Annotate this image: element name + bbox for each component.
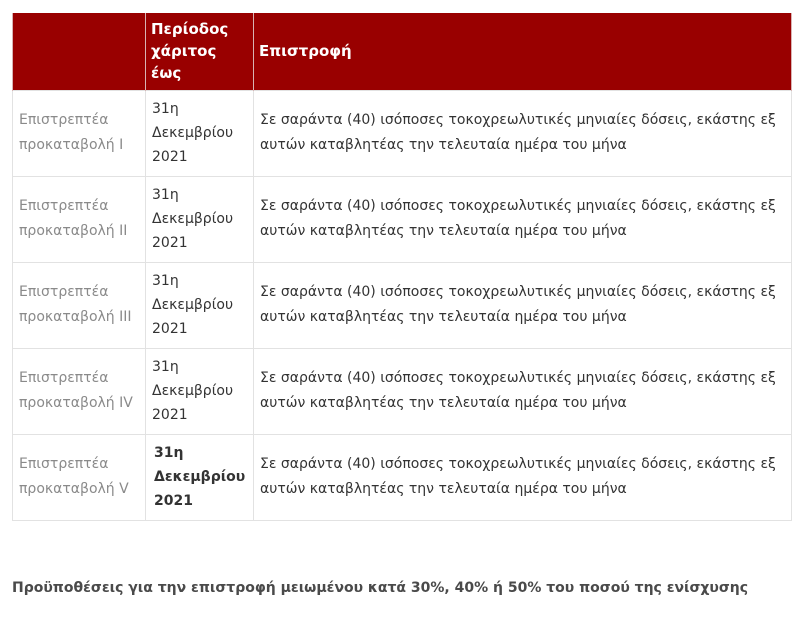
- repayment-table-container: [12, 13, 791, 521]
- row-grace-date: 31η Δεκεμβρίου 2021: [146, 348, 254, 434]
- row-repayment: Σε σαράντα (40) ισόποσες τοκοχρεωλυτικές μηνιαίες δόσεις, εκάστης εξ αυτών καταβλητέας την τελευταία ημέρα του μήνα: [254, 176, 792, 262]
- table-row: [13, 90, 792, 176]
- row-repayment: Σε σαράντα (40) ισόποσες τοκοχρεωλυτικές μηνιαίες δόσεις, εκάστης εξ αυτών καταβλητέας την τελευταία ημέρα του μήνα: [254, 348, 792, 434]
- table-row: [13, 434, 792, 520]
- table-header-row: [13, 13, 792, 90]
- header-category: [13, 13, 146, 90]
- header-grace-period: Περίοδος χάριτος έως: [146, 13, 254, 90]
- table-row: [13, 262, 792, 348]
- row-category: Επιστρεπτέα προκαταβολή ΙΙ: [13, 176, 146, 262]
- table-row: [13, 176, 792, 262]
- table-row: [13, 348, 792, 434]
- repayment-schedule-table: [12, 13, 792, 521]
- row-grace-date: 31η Δεκεμβρίου 2021: [146, 90, 254, 176]
- row-category: Επιστρεπτέα προκαταβολή IV: [13, 348, 146, 434]
- row-grace-date: 31η Δεκεμβρίου 2021: [146, 262, 254, 348]
- row-category: Επιστρεπτέα προκαταβολή ΙΙΙ: [13, 262, 146, 348]
- row-category: Επιστρεπτέα προκαταβολή V: [13, 434, 146, 520]
- row-grace-date: 31η Δεκεμβρίου 2021: [146, 434, 254, 520]
- conditions-heading: Προϋποθέσεις για την επιστροφή μειωμένου κατά 30%, 40% ή 50% του ποσού της ενίσχυσης: [12, 580, 749, 596]
- row-repayment: Σε σαράντα (40) ισόποσες τοκοχρεωλυτικές μηνιαίες δόσεις, εκάστης εξ αυτών καταβλητέας την τελευταία ημέρα του μήνα: [254, 90, 792, 176]
- row-repayment: Σε σαράντα (40) ισόποσες τοκοχρεωλυτικές μηνιαίες δόσεις, εκάστης εξ αυτών καταβλητέας την τελευταία ημέρα του μήνα: [254, 434, 792, 520]
- header-repayment: Επιστροφή: [254, 13, 792, 90]
- row-repayment: Σε σαράντα (40) ισόποσες τοκοχρεωλυτικές μηνιαίες δόσεις, εκάστης εξ αυτών καταβλητέας την τελευταία ημέρα του μήνα: [254, 262, 792, 348]
- row-category: Επιστρεπτέα προκαταβολή Ι: [13, 90, 146, 176]
- row-grace-date: 31η Δεκεμβρίου 2021: [146, 176, 254, 262]
